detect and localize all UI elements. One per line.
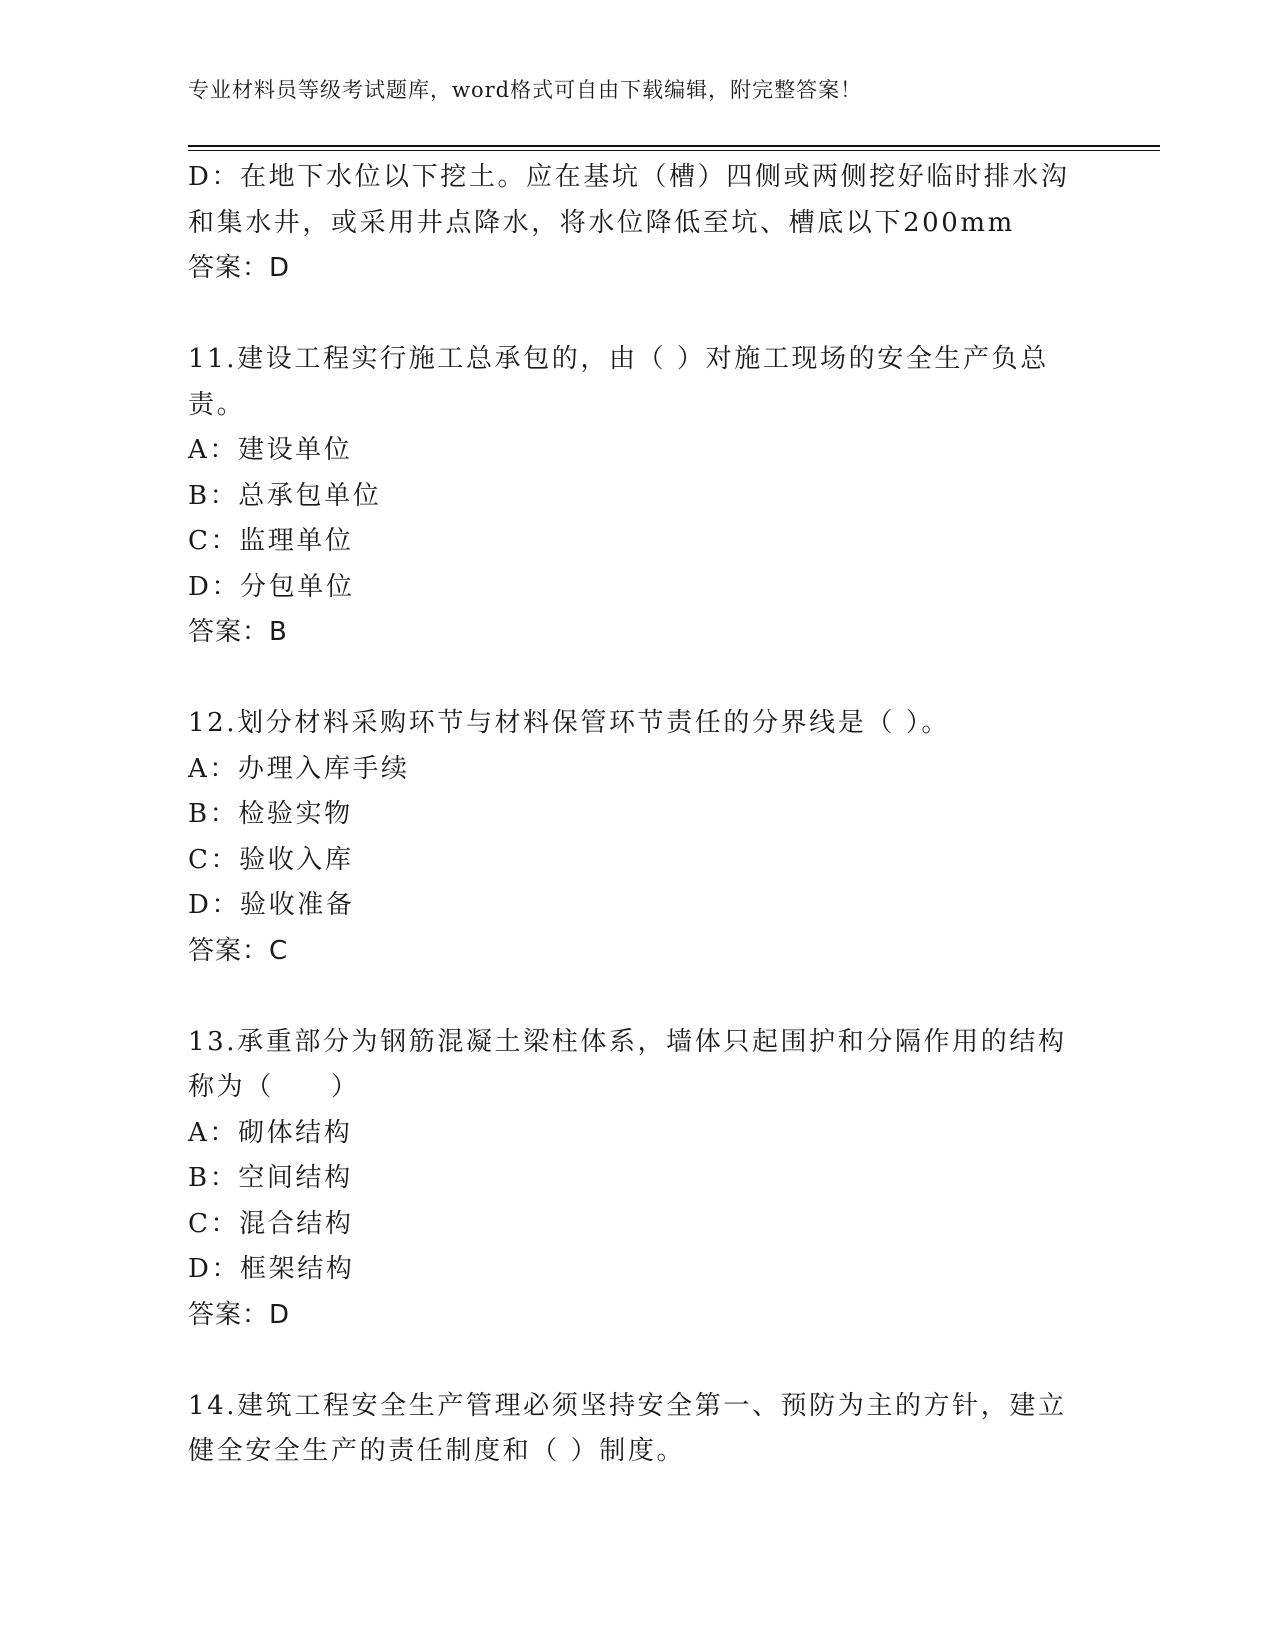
- question-stem: 13.承重部分为钢筋混凝土梁柱体系，墙体只起围护和分隔作用的结构: [188, 1026, 1067, 1057]
- option-d: D：框架结构: [188, 1254, 355, 1284]
- answer-line: 答案：C: [188, 935, 289, 966]
- question-12: [188, 701, 1088, 974]
- question-stem-continued: 健全安全生产的责任制度和（ ）制度。: [188, 1436, 686, 1466]
- option-b: B：总承包单位: [188, 480, 382, 511]
- spacer: [188, 656, 1088, 702]
- question-stem-continued: 称为（ ）: [188, 1072, 360, 1102]
- answer-line: 答案：D: [188, 253, 291, 283]
- option-d: D：分包单位: [188, 571, 355, 602]
- document-body: [188, 155, 1088, 1475]
- question-13: [188, 1020, 1088, 1339]
- option-d: D：验收准备: [188, 890, 355, 920]
- option-d: D：在地下水位以下挖土。应在基坑（槽）四侧或两侧挖好临时排水沟: [188, 162, 1070, 192]
- spacer: [188, 292, 1088, 338]
- question-stem: 14.建筑工程安全生产管理必须坚持安全第一、预防为主的方针，建立: [188, 1390, 1067, 1421]
- option-c: C：混合结构: [188, 1208, 354, 1239]
- answer-line: 答案：B: [188, 617, 288, 647]
- question-14: [188, 1384, 1088, 1475]
- question-stem: 12.划分材料采购环节与材料保管环节责任的分界线是（ ）。: [188, 708, 951, 738]
- option-b: B：检验实物: [188, 799, 353, 829]
- header-rule-thin: [188, 150, 1160, 151]
- header-rule-thick: [188, 145, 1160, 147]
- option-b: B：空间结构: [188, 1163, 353, 1193]
- option-a: A：砌体结构: [188, 1117, 353, 1148]
- option-a: A：建设单位: [188, 435, 353, 465]
- spacer: [188, 974, 1088, 1020]
- question-11: [188, 337, 1088, 656]
- option-c: C：验收入库: [188, 844, 354, 875]
- carryover-block: [188, 155, 1088, 292]
- spacer: [188, 1338, 1088, 1384]
- answer-line: 答案：D: [188, 1299, 291, 1330]
- question-stem-continued: 责。: [188, 389, 246, 420]
- page-header: 专业材料员等级考试题库，word格式可自由下载编辑，附完整答案！: [188, 78, 863, 102]
- option-d-continued: 和集水井，或采用井点降水，将水位降低至坑、槽底以下200mm: [188, 207, 1015, 238]
- option-c: C：监理单位: [188, 526, 354, 556]
- question-stem: 11.建设工程实行施工总承包的，由（ ）对施工现场的安全生产负总: [188, 344, 1049, 374]
- option-a: A：办理入库手续: [188, 753, 410, 784]
